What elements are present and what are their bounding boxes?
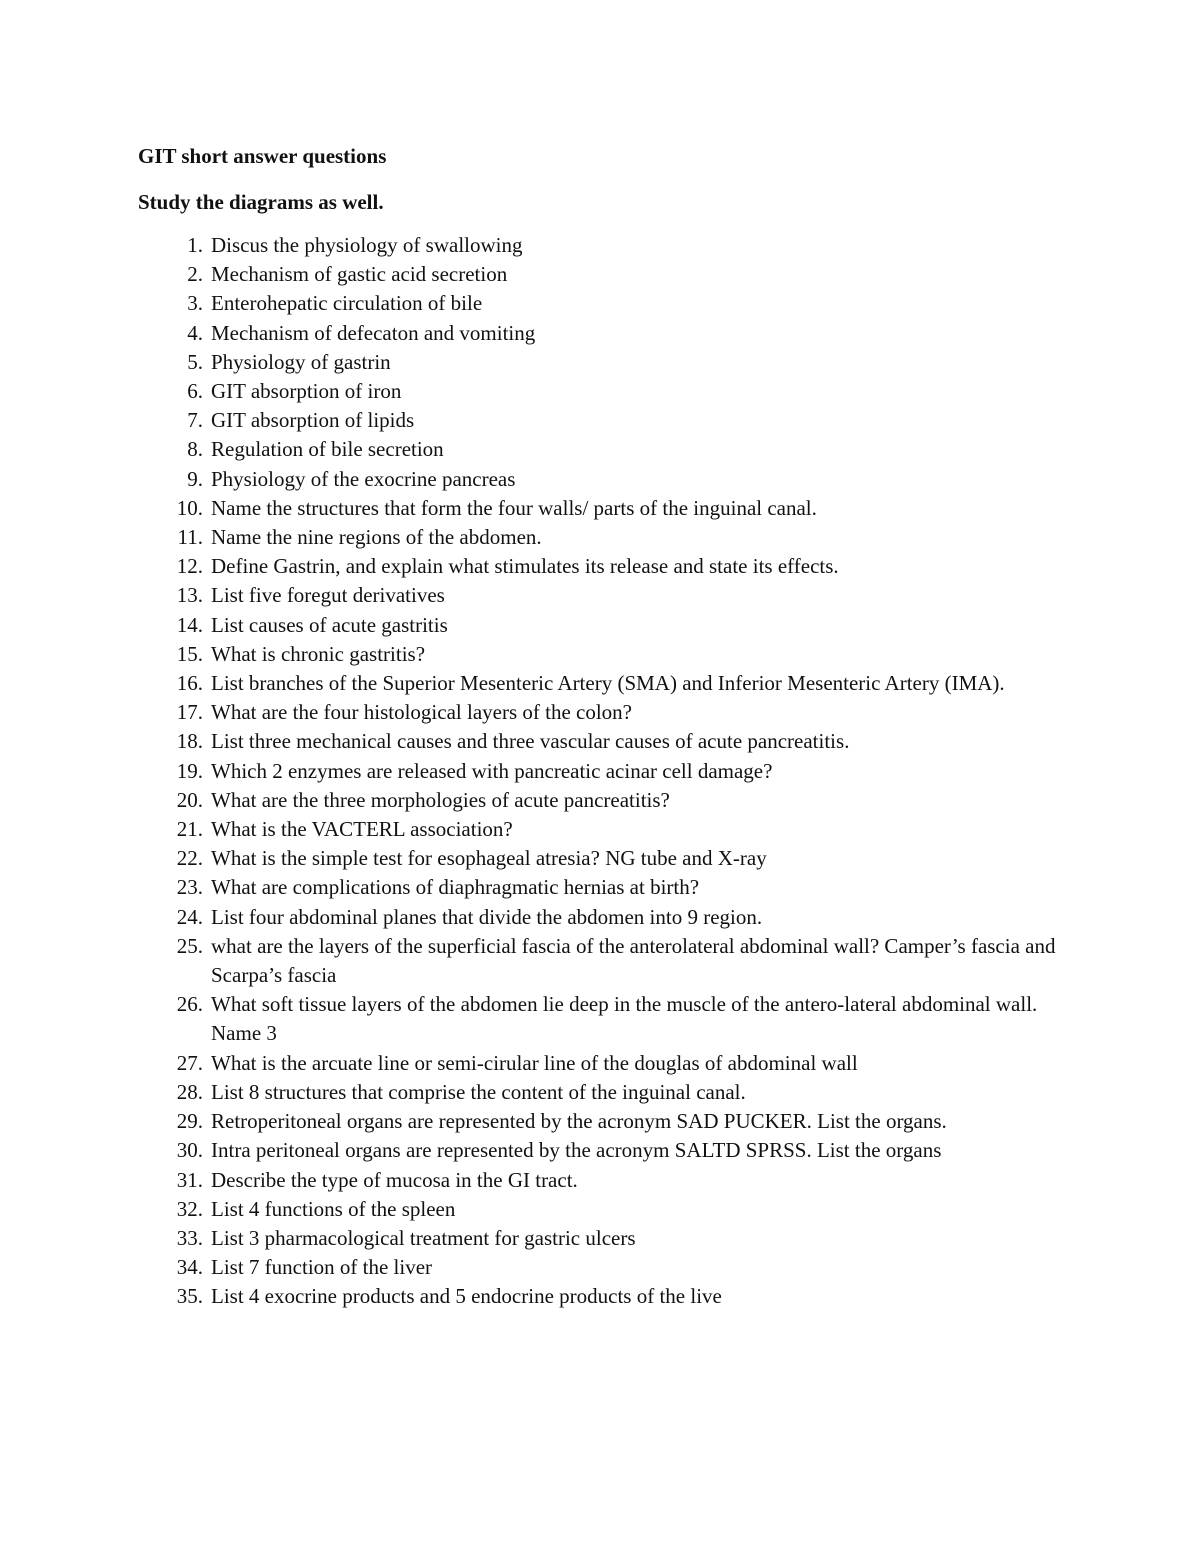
list-item-text: Physiology of gastrin [211,349,391,374]
list-item [0,1253,1200,1282]
list-item-text: What are the four histological layers of the colon? [211,700,633,725]
list-item-number: 20. [176,787,203,812]
list-item-text: Retroperitoneal organs are represented by the acronym SAD PUCKER. List the organs. [211,1109,947,1134]
list-item-number: 23. [176,875,203,900]
list-item-number: 28. [176,1079,203,1104]
list-item-text: What is the VACTERL association? [211,817,513,842]
list-item [0,581,1200,610]
list-item-text: List 7 function of the liver [211,1255,433,1280]
list-item-text: Name the structures that form the four walls/ parts of the inguinal canal. [211,495,817,520]
list-item-text: Enterohepatic circulation of bile [211,291,483,316]
list-item-number: 10. [176,495,203,520]
list-item [0,1166,1200,1195]
list-item-number: 19. [176,758,203,783]
list-item-number: 16. [176,671,203,696]
list-item-number: 18. [176,729,203,754]
list-item-number: 14. [176,612,203,637]
list-item-text: What is the arcuate line or semi-cirular line of the douglas of abdominal wall [211,1050,858,1075]
list-item [0,523,1200,552]
list-item-number: 31. [176,1167,203,1192]
list-item-text: List causes of acute gastritis [211,612,448,637]
list-item-text: GIT absorption of iron [211,379,402,404]
list-item [0,1078,1200,1107]
list-item-number: 9. [187,466,203,491]
list-item-number: 12. [176,554,203,579]
list-item-text: Intra peritoneal organs are represented by the acronym SALTD SPRSS. List the organs [211,1138,942,1163]
list-item [0,786,1200,815]
list-item-text: Regulation of bile secretion [211,437,444,462]
list-item-number: 11. [177,525,203,550]
list-item [0,757,1200,786]
list-item [0,552,1200,581]
list-item-text: Name the nine regions of the abdomen. [211,525,542,550]
list-item-number: 30. [176,1138,203,1163]
list-item-number: 6. [187,379,203,404]
list-item-text: Discus the physiology of swallowing [211,233,523,257]
list-item [0,494,1200,523]
list-item-text: Mechanism of gastic acid secretion [211,262,508,287]
list-item [0,348,1200,377]
list-item [0,1195,1200,1224]
list-item [0,640,1200,669]
list-item-text: List five foregut derivatives [211,583,445,608]
list-item-text: What is the simple test for esophageal atresia? NG tube and X-ray [211,846,767,871]
list-item [0,815,1200,844]
list-item-text: What is chronic gastritis? [211,641,426,666]
list-item [0,465,1200,494]
list-item-number: 2. [187,262,203,287]
list-item-number: 17. [176,700,203,725]
list-item-text: GIT absorption of lipids [211,408,415,433]
document-title: GIT short answer questions [138,144,387,168]
list-item [0,1107,1200,1136]
list-item-number: 29. [176,1109,203,1134]
list-item [0,932,1200,990]
list-item-text: List 4 exocrine products and 5 endocrine products of the live [211,1284,722,1309]
list-item-text: List four abdominal planes that divide the abdomen into 9 region. [211,904,763,929]
list-item [0,231,1200,260]
list-item-text: List 4 functions of the spleen [211,1196,456,1221]
list-item [0,406,1200,435]
list-item-text: Which 2 enzymes are released with pancreatic acinar cell damage? [211,758,773,783]
list-item [0,903,1200,932]
list-item [0,669,1200,698]
list-item [0,844,1200,873]
list-item-text: List three mechanical causes and three vascular causes of acute pancreatitis. [211,729,850,754]
list-item [0,435,1200,464]
list-item-text: What soft tissue layers of the abdomen lie deep in the muscle of the antero-lateral abdominal wall. Name 3 [211,992,1038,1046]
list-item-number: 32. [176,1196,203,1221]
list-item [0,727,1200,756]
list-item-number: 21. [176,817,203,842]
list-item-text: What are complications of diaphragmatic hernias at birth? [211,875,700,900]
list-item-number: 27. [176,1050,203,1075]
list-item-text: Describe the type of mucosa in the GI tract. [211,1167,578,1192]
list-item-number: 3. [187,291,203,316]
list-item-number: 5. [187,349,203,374]
list-item-text: Mechanism of defecaton and vomiting [211,320,536,345]
list-item [0,611,1200,640]
list-item-number: 15. [176,641,203,666]
list-item-text: Define Gastrin, and explain what stimulates its release and state its effects. [211,554,839,579]
list-item-number: 7. [187,408,203,433]
list-item-text: Physiology of the exocrine pancreas [211,466,516,491]
list-item-text: What are the three morphologies of acute pancreatitis? [211,787,670,812]
list-item [0,260,1200,289]
list-item [0,319,1200,348]
list-item [0,1136,1200,1165]
list-item-number: 24. [176,904,203,929]
list-item-text: List 8 structures that comprise the content of the inguinal canal. [211,1079,746,1104]
list-item [0,377,1200,406]
list-item [0,990,1200,1048]
list-item-number: 33. [176,1225,203,1250]
question-list [0,231,1200,1312]
list-item-number: 1. [187,233,203,257]
list-item-number: 34. [176,1255,203,1280]
list-item-number: 8. [187,437,203,462]
document-subtitle: Study the diagrams as well. [138,190,384,214]
list-item-text: what are the layers of the superficial fascia of the anterolateral abdominal wall? Camper’s fascia and Scarpa’s fascia [211,933,1056,988]
list-item-number: 4. [187,320,203,345]
list-item [0,1282,1200,1311]
list-item-number: 13. [176,583,203,608]
list-item [0,873,1200,902]
list-item [0,289,1200,318]
list-item-text: List 3 pharmacological treatment for gastric ulcers [211,1225,636,1250]
list-item [0,1049,1200,1078]
list-item [0,1224,1200,1253]
list-item [0,698,1200,727]
list-item-text: List branches of the Superior Mesenteric Artery (SMA) and Inferior Mesenteric Artery (IMA). [211,671,1005,696]
list-item-number: 22. [176,846,203,871]
list-item-number: 26. [176,992,203,1017]
list-item-number: 35. [176,1284,203,1309]
list-item-number: 25. [176,933,203,958]
